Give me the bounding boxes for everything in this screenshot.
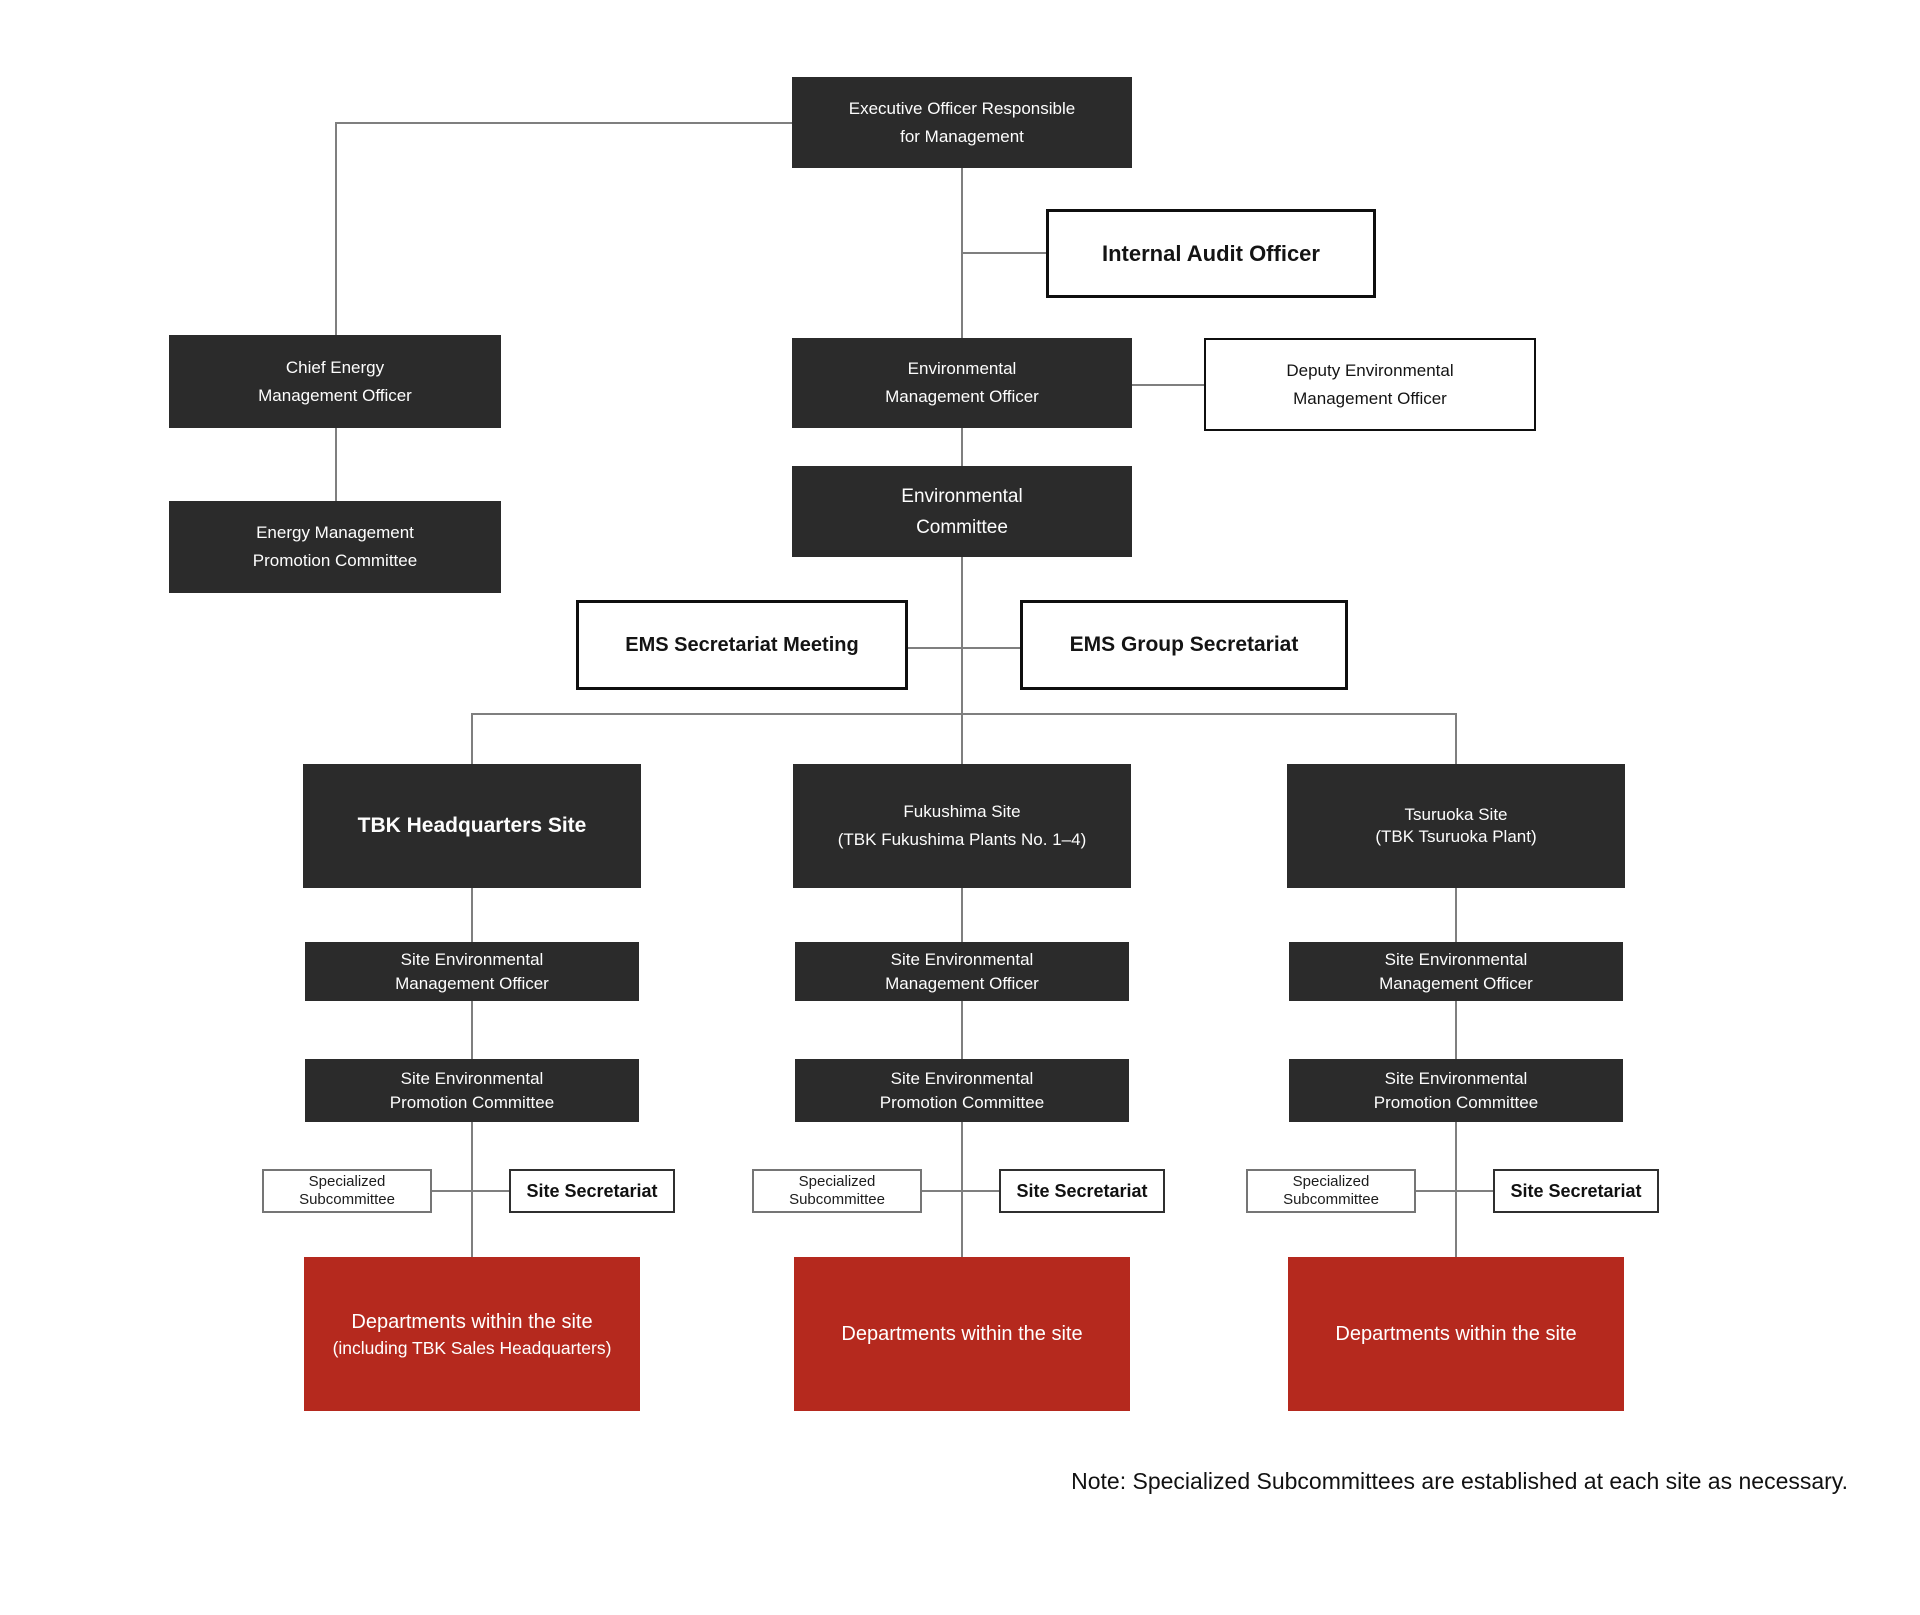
site-env-promotion-committee-box-hq bbox=[305, 1059, 639, 1122]
site-title-tsuruoka-line1: Tsuruoka Site bbox=[1404, 805, 1508, 824]
environmental-committee-box bbox=[792, 466, 1132, 557]
departments-box-fukushima bbox=[794, 1257, 1130, 1411]
site-env-promotion-tsuruoka-line1: Site Environmental bbox=[1384, 1068, 1528, 1088]
site-env-management-officer-box-tsuruoka bbox=[1289, 942, 1623, 1001]
env-committee-label-line2: Committee bbox=[916, 516, 1008, 538]
site-title-tbk-headquarters: TBK Headquarters Site bbox=[357, 814, 587, 837]
specialized-subcommittee-tsuruoka-line2: Subcommittee bbox=[1283, 1191, 1379, 1208]
energy-promotion-label-line1: Energy Management bbox=[256, 523, 414, 542]
site-box-tsuruoka bbox=[1287, 764, 1625, 888]
site-env-mgmt-officer-tsuruoka-line2: Management Officer bbox=[1379, 973, 1533, 993]
energy-management-promotion-committee-box bbox=[169, 501, 501, 593]
specialized-subcommittee-tsuruoka-line1: Specialized bbox=[1292, 1173, 1370, 1190]
departments-hq-line2: (including TBK Sales Headquarters) bbox=[332, 1337, 612, 1358]
site-env-mgmt-officer-hq-line2: Management Officer bbox=[395, 973, 549, 993]
site-secretariat-fukushima-label: Site Secretariat bbox=[1016, 1180, 1148, 1201]
chief-energy-label-line1: Chief Energy bbox=[285, 357, 385, 377]
executive-officer-box bbox=[792, 77, 1132, 168]
site-title-fukushima-line2: (TBK Fukushima Plants No. 1–4) bbox=[837, 830, 1087, 849]
site-env-promotion-fukushima-line2: Promotion Committee bbox=[879, 1092, 1045, 1112]
chief-energy-management-officer-box bbox=[169, 335, 501, 428]
departments-fukushima-line1: Departments within the site bbox=[841, 1323, 1083, 1345]
site-secretariat-hq-label: Site Secretariat bbox=[526, 1180, 658, 1201]
executive-officer-label-line2: for Management bbox=[900, 126, 1024, 146]
site-env-promotion-fukushima-line1: Site Environmental bbox=[890, 1068, 1034, 1088]
executive-officer-label-line1: Executive Officer Responsible bbox=[848, 98, 1076, 118]
site-title-tsuruoka-line2: (TBK Tsuruoka Plant) bbox=[1375, 827, 1537, 846]
site-env-mgmt-officer-tsuruoka-line1: Site Environmental bbox=[1384, 949, 1528, 969]
chief-energy-label-line2: Management Officer bbox=[258, 385, 412, 405]
site-box-tbk-headquarters bbox=[303, 764, 641, 888]
site-env-management-officer-box-hq bbox=[305, 942, 639, 1001]
site-env-mgmt-officer-fukushima-line2: Management Officer bbox=[885, 973, 1039, 993]
site-env-promotion-hq-line2: Promotion Committee bbox=[389, 1092, 555, 1112]
specialized-subcommittee-box-hq bbox=[262, 1169, 432, 1213]
site-secretariat-box-hq bbox=[509, 1169, 675, 1213]
internal-audit-officer-box bbox=[1046, 209, 1376, 298]
specialized-subcommittee-hq-line2: Subcommittee bbox=[299, 1191, 395, 1208]
departments-box-hq bbox=[304, 1257, 640, 1411]
site-env-mgmt-officer-hq-line1: Site Environmental bbox=[400, 949, 544, 969]
site-env-mgmt-officer-fukushima-line1: Site Environmental bbox=[890, 949, 1034, 969]
ems-secretariat-meeting-box bbox=[576, 600, 908, 690]
departments-tsuruoka-line1: Departments within the site bbox=[1335, 1323, 1577, 1345]
specialized-subcommittee-box-fukushima bbox=[752, 1169, 922, 1213]
env-officer-label-line2: Management Officer bbox=[885, 387, 1039, 406]
site-secretariat-box-tsuruoka bbox=[1493, 1169, 1659, 1213]
deputy-env-officer-label-line1: Deputy Environmental bbox=[1286, 360, 1454, 380]
specialized-subcommittee-hq-line1: Specialized bbox=[308, 1173, 386, 1190]
departments-box-tsuruoka bbox=[1288, 1257, 1624, 1411]
site-env-management-officer-box-fukushima bbox=[795, 942, 1129, 1001]
deputy-environmental-management-officer-box bbox=[1204, 338, 1536, 431]
site-env-promotion-committee-box-fukushima bbox=[795, 1059, 1129, 1122]
departments-hq-line1: Departments within the site bbox=[351, 1310, 593, 1333]
site-env-promotion-hq-line1: Site Environmental bbox=[400, 1068, 544, 1088]
specialized-subcommittee-fukushima-line2: Subcommittee bbox=[789, 1191, 885, 1208]
energy-promotion-label-line2: Promotion Committee bbox=[252, 551, 418, 570]
specialized-subcommittee-box-tsuruoka bbox=[1246, 1169, 1416, 1213]
site-env-promotion-tsuruoka-line2: Promotion Committee bbox=[1373, 1092, 1539, 1112]
site-box-fukushima bbox=[793, 764, 1131, 888]
ems-group-secretariat-box bbox=[1020, 600, 1348, 690]
internal-audit-officer-label: Internal Audit Officer bbox=[1102, 240, 1320, 266]
site-title-fukushima-line1: Fukushima Site bbox=[903, 802, 1021, 821]
ems-group-secretariat-label: EMS Group Secretariat bbox=[1069, 633, 1299, 656]
site-secretariat-box-fukushima bbox=[999, 1169, 1165, 1213]
env-committee-label-line1: Environmental bbox=[901, 485, 1023, 507]
deputy-env-officer-label-line2: Management Officer bbox=[1293, 388, 1447, 408]
env-officer-label-line1: Environmental bbox=[907, 359, 1017, 378]
site-env-promotion-committee-box-tsuruoka bbox=[1289, 1059, 1623, 1122]
ems-secretariat-meeting-label: EMS Secretariat Meeting bbox=[625, 633, 859, 656]
site-secretariat-tsuruoka-label: Site Secretariat bbox=[1510, 1180, 1642, 1201]
specialized-subcommittee-fukushima-line1: Specialized bbox=[798, 1173, 876, 1190]
environmental-management-officer-box bbox=[792, 338, 1132, 428]
footnote: Note: Specialized Subcommittees are established at each site as necessary. bbox=[1071, 1468, 1848, 1494]
